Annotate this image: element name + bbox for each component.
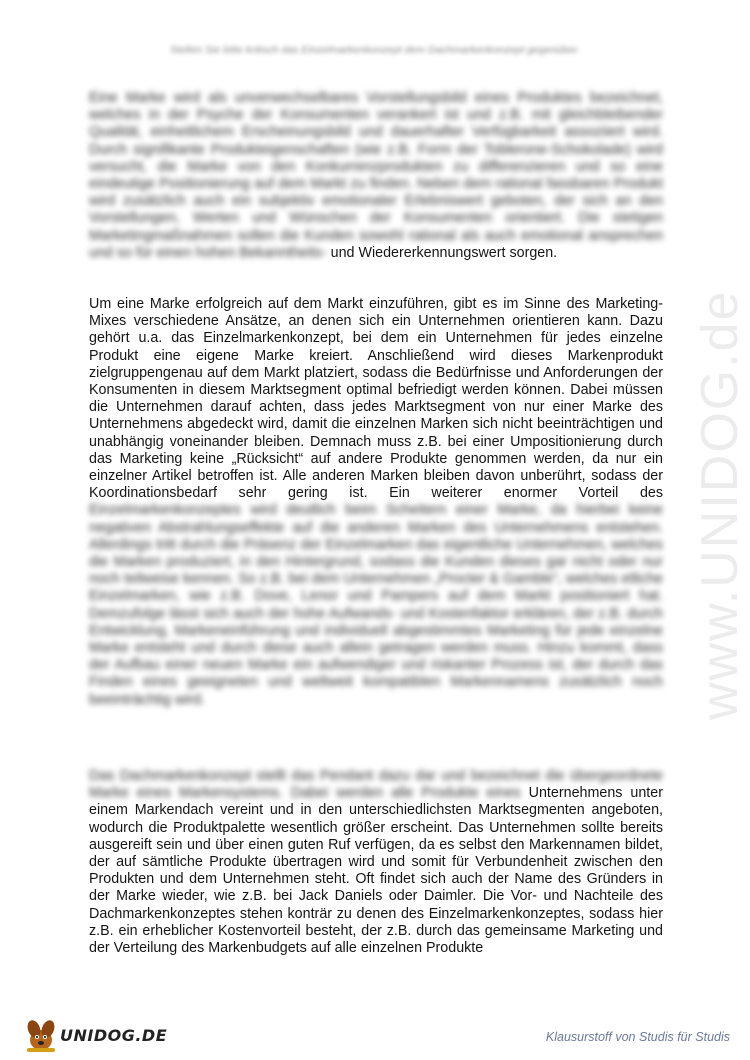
paragraph-2-visible: Um eine Marke erfolgreich auf dem Markt einzuführen, gibt es im Sinne des Marketing-Mixes verschiedene Ansätze, an denen sich ein Unternehmen orientieren kann. Dazu gehört u.a. das Einzelmarkenkonzept, bei dem ein Unternehmen für jedes einzelne Produkt eine eigene Marke kreiert. Anschließend wird dieses Markenprodukt zielgruppengenau auf dem Markt platziert, sodass die Bedürfnisse und Anforderungen der Konsumenten in diesem Marktsegment optimal befriedigt werden können. Dabei müssen die Unternehmen darauf achten, dass jedes Marktsegment von nur einer Marke des Unternehmens abgedeckt wird, damit die einzelnen Marken sich nicht beeinträchtigen und unabhängig voneinander bleiben. Demnach muss z.B. bei einer Umpositionierung durch das Marketing keine „Rücksicht“ auf andere Produkte genommen werden, da nur ein einzelner Artikel betroffen ist. Alle anderen Marken bleiben davon unberührt, sodass der Koordinationsbedarf sehr gering ist. Ein weiterer enormer Vorteil des xyxy=(89,296,663,502)
paragraph-3-visible: Unternehmens unter einem Markendach vereint und in den unterschiedlichsten Marktsegmenten angeboten, wodurch die Produktpalette wesentlich größer erscheint. Das Unternehmen sollte bereits ausgereift sein und über einen guten Ruf verfügen, da es selbst den Markennamen bildet, der auf sämtliche Produkte übertragen wird und somit für Verbundenheit zwischen den Produkten und dem Unternehmen steht. Oft findet sich auch der Name des Gründers in der Marke wieder, wie z.B. bei Jack Daniels oder Daimler. Die Vor- und Nachteile des Dachmarkenkonzeptes stehen konträr zu denen des Einzelmarkenkonzeptes, sodass hier z.B. ein erheblicher Kostenvorteil besteht, der z.B. durch das gemeinsame Marketing und der Verteilung des Markenbudgets auf alle einzelnen Produkte xyxy=(89,785,663,957)
paragraph-3 xyxy=(89,768,663,957)
dog-mascot-icon xyxy=(22,1015,62,1055)
paragraph-1-blurred: Eine Marke wird als unverwechselbares Vorstellungsbild eines Produktes bezeichnet, welches in der Psyche der Konsumenten verankert ist und z.B. mit gleichbleibender Qualität, einheitlichem Erscheinungsbild und dauerhafter Verfügbarkeit assoziiert wird. Durch signifikante Produkteigenschaften (wie z.B. Form der Toblerone-Schokolade) wird versucht, die Marke von den Konkurrenzprodukten zu differenzieren und so eine eindeutige Positionierung auf dem Markt zu finden. Neben dem rational fassbaren Produkt wird zusätzlich auch ein subjektiv emotionaler Erlebniswert geboten, der sich an den Vorstellungen, Werten und Wünschen der Konsumenten orientiert. Die stetigen Marketingmaßnahmen sollen die Kunden sowohl rational als auch emotional ansprechen und so für einen hohen Bekanntheits- xyxy=(89,90,663,261)
paragraph-2-blurred: Einzelmarkenkonzeptes wird deutlich beim Scheitern einer Marke, da hierbei keine negativen Abstrahlungseffekte auf die anderen Marken des Unternehmens entstehen. Allerdings tritt durch die Präsenz der Einzelmarken das eigentliche Unternehmen, welches die Marken produziert, in den Hintergrund, sodass die Kunden dieses gar nicht oder nur noch teilweise kennen. So z.B. bei dem Unternehmen „Procter & Gamble“, welches etliche Einzelmarken, wie z.B. Dove, Lenor und Pampers auf dem Markt positioniert hat. Demzufolge lässt sich auch der hohe Aufwands- und Kostenfaktor erklären, der z.B. durch Entwicklung, Markeneinführung und individuell abgestimmtes Marketing für jede einzelne Marke entsteht und durch diese auch allein getragen werden muss. Hinzu kommt, dass der Aufbau einer neuen Marke ein aufwendiger und riskanter Prozess ist, der durch das Finden eines geeigneten und weltweit kompatiblen Markennamens zusätzlich noch beeinträchtig wird. xyxy=(89,502,663,708)
logo-text: UNIDOG.DE xyxy=(60,1026,168,1045)
page-title: Stellen Sie bitte kritisch das Einzelmarkenkonzept dem Dachmarkenkonzept gegenüber. xyxy=(170,44,580,56)
paragraph-1-visible: und Wiedererkennungswert sorgen. xyxy=(330,244,558,261)
watermark: www.UNIDOG.de xyxy=(691,289,749,720)
footer-tagline: Klausurstoff von Studis für Studis xyxy=(545,1030,730,1044)
paragraph-1 xyxy=(89,90,663,262)
paragraph-2 xyxy=(89,296,663,709)
paragraph-3-blurred: Das Dachmarkenkonzept stellt das Pendant dazu dar und bezeichnet die übergeordnete Marke eines Markensystems. Dabei werden alle Produkte eines xyxy=(89,768,663,802)
unidog-logo[interactable] xyxy=(22,1015,182,1055)
